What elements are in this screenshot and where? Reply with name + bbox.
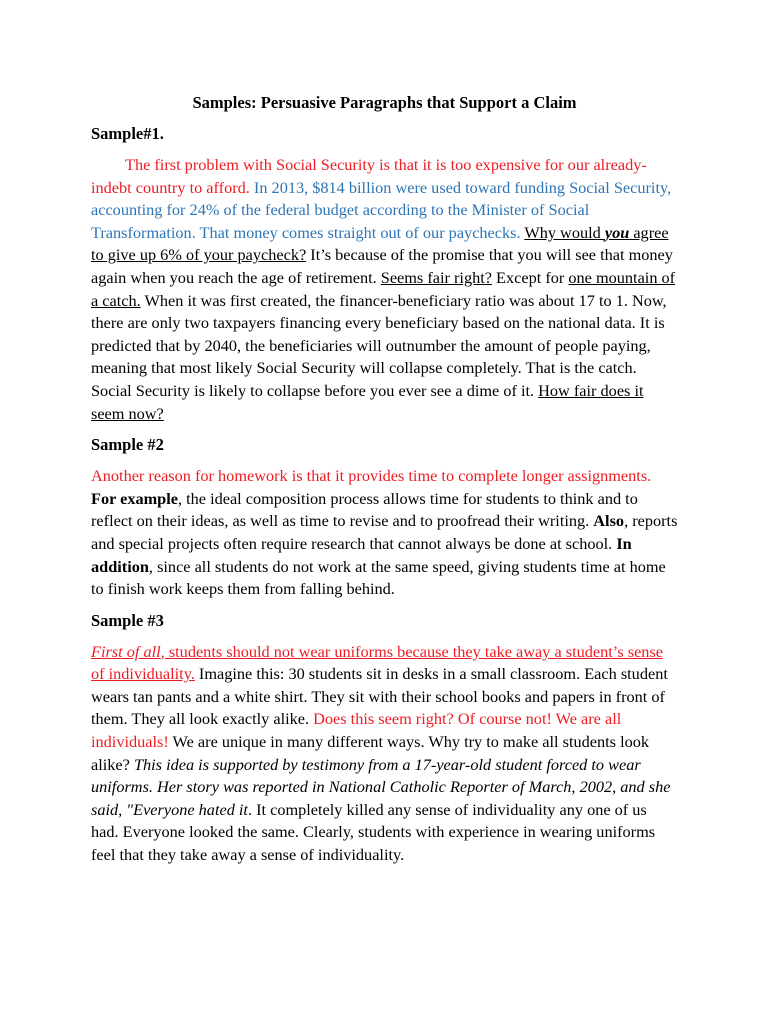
- sample1-question-2: Seems fair right?: [380, 267, 492, 287]
- sample3-text-3: . It completely killed any sense of individuality any one of us had. Everyone looked the same. Clearly, students with experience in wearing uniforms feel that they take away a sense of individuality.: [91, 799, 656, 865]
- sample1-evidence: In 2013, $814 billion were used toward funding Social Security, accounting for 24% of the federal budget according to the Minister of Social Transformation. That money comes straight out of our paychecks.: [91, 177, 672, 242]
- sample3-testimony: This idea is supported by testimony from a 17-year-old student forced to wear uniforms. Her story was reported in National Catholic Reporter of March, 2002, and she said, "Everyone hated it: [91, 754, 671, 819]
- sample3-claim-body: , students should not wear uniforms because they take away a student’s sense of individuality.: [91, 641, 664, 684]
- sample3-paragraph: [91, 641, 678, 867]
- sample1-claim: The first problem with Social Security is that it is too expensive for our already-indebt country to afford.: [91, 155, 647, 197]
- sample2-paragraph: [91, 465, 678, 601]
- sample1-question-3: How fair does it seem now?: [91, 380, 644, 423]
- sample2-text-2: , reports and special projects often require research that cannot always be done at school.: [91, 511, 678, 553]
- sample2-heading: Sample #2: [91, 435, 164, 455]
- sample3-text-1: Imagine this: 30 students sit in desks in a small classroom. Each student wears tan pants and a white shirt. They sit with their school books and papers in front of them. They all look exactly alike.: [91, 664, 668, 729]
- sample2-claim: Another reason for homework is that it provides time to complete longer assignments.: [91, 466, 652, 486]
- sample3-text-2: We are unique in many different ways. Why try to make all students look alike?: [91, 732, 650, 774]
- sample2-transition-1: For example: [91, 488, 178, 508]
- sample3-claim-intro: First of all: [91, 641, 161, 661]
- sample1-question-1-part-c: agree to give up 6% of your paycheck?: [91, 222, 669, 265]
- sample2-text-3: , since all students do not work at the same speed, giving students time at home to finish work keeps them from falling behind.: [91, 556, 666, 599]
- sample1-catch-phrase: one mountain of a catch.: [91, 267, 676, 310]
- sample3-heading: Sample #3: [91, 610, 164, 630]
- sample1-text-3: When it was first created, the financer-beneficiary ratio was about 17 to 1. Now, there are only two taxpayers financing every beneficiary based on the national data. It is predicted that by 2040, the beneficiaries will outnumber the amount of people paying, meaning that most likely Social Security will collapse completely. That is the catch. Social Security is likely to collapse before you ever see a dime of it.: [91, 290, 667, 400]
- sample1-paragraph: [91, 154, 678, 425]
- sample1-text-1: It’s because of the promise that you will see that money again when you reach the age of retirement.: [91, 245, 673, 287]
- sample1-heading: Sample#1.: [91, 124, 164, 143]
- sample1-question-1-emphasis: you: [604, 222, 630, 242]
- sample1-question-1-part-a: Why would: [524, 222, 605, 242]
- sample1-text-2: Except for: [491, 267, 569, 287]
- sample2-transition-2: Also: [593, 511, 625, 531]
- document-title: Samples: Persuasive Paragraphs that Support a Claim: [192, 93, 577, 112]
- sample2-text-1: , the ideal composition process allows time for students to think and to reflect on their ideas, as well as time to revise and to proofread their writing.: [91, 488, 638, 531]
- sample3-rhetorical: Does this seem right? Of course not! We are all individuals!: [91, 709, 622, 752]
- sample2-transition-3: In addition: [91, 533, 632, 576]
